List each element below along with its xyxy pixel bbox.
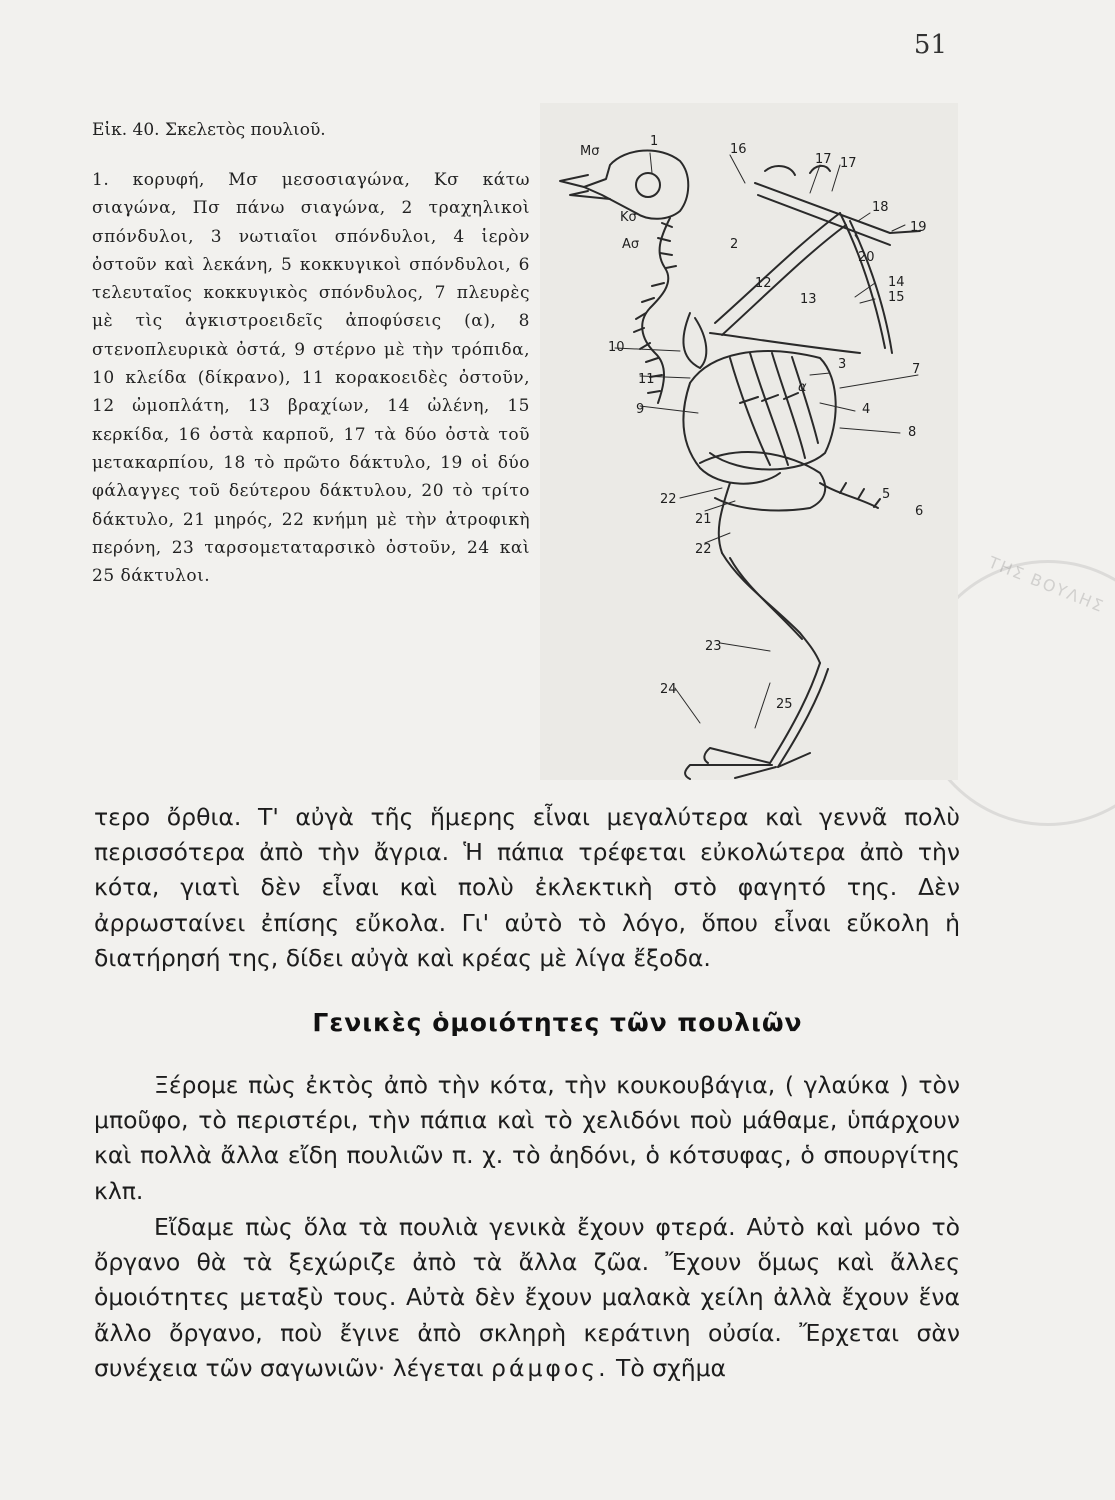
label-3: 3 [838, 357, 847, 372]
paragraph-bird-species: Ξέρομε πὼς ἐκτὸς ἀπὸ τὴν κότα, τὴν κουκουβάγια, ( γλαύκα ) τὸν μποῦφο, τὸ περιστέρι, τὴν πάπια καὶ τὸ χελιδόνι ποὺ μάθαμε, ὑπάρχουν καὶ πολλὰ ἄλλα εἴδη πουλιῶν π. χ. τὸ ἀηδόνι, ὁ κότσυφας, ὁ σπουργίτης κλπ. [94, 1071, 960, 1205]
label-Ms: Μσ [580, 144, 600, 159]
label-alpha: α [798, 380, 807, 395]
paragraph-common-traits [94, 1210, 960, 1386]
femur [719, 483, 730, 553]
section-heading: Γενικὲς ὁμοιότητες τῶν πουλιῶν [312, 1008, 803, 1037]
term-beak: ράμφος. [491, 1353, 609, 1382]
eye-orbit [636, 173, 660, 197]
library-stamp-text: ΤΗΣ ΒΟΥΛΗΣ [985, 552, 1108, 617]
label-5: 5 [882, 487, 891, 502]
label-Ks: Κσ [620, 210, 637, 225]
page-number: 51 [913, 30, 947, 60]
label-7: 7 [912, 362, 921, 377]
label-17a: 17 [815, 152, 832, 167]
feet [685, 748, 810, 779]
label-6: 6 [915, 504, 924, 519]
paragraph-common-traits-end: Τὸ σχῆμα [616, 1353, 727, 1382]
bird-skeleton-figure [540, 103, 958, 780]
carpal-metacarpal [755, 166, 920, 245]
label-1: 1 [650, 134, 659, 149]
ribcage [690, 351, 836, 469]
figure-caption-title: Εἰκ. 40. Σκελετὸς πουλιοῦ. [92, 120, 326, 140]
scapula [710, 333, 860, 353]
tail-vertebrae [820, 483, 880, 508]
label-23: 23 [705, 639, 722, 654]
humerus [715, 213, 840, 323]
label-19: 19 [910, 220, 927, 235]
label-22b: 22 [695, 542, 712, 557]
label-22a: 22 [660, 492, 677, 507]
label-20: 20 [858, 250, 875, 265]
label-2: 2 [730, 237, 739, 252]
label-21: 21 [695, 512, 712, 527]
label-10: 10 [608, 340, 625, 355]
tarsometatarsus [770, 663, 828, 767]
label-As: Ασ [622, 237, 640, 252]
label-15: 15 [888, 290, 905, 305]
label-24: 24 [660, 682, 677, 697]
label-16: 16 [730, 142, 747, 157]
label-17b: 17 [840, 156, 857, 171]
furcula [683, 313, 706, 368]
label-4: 4 [862, 402, 871, 417]
label-14: 14 [888, 275, 905, 290]
label-25: 25 [776, 697, 793, 712]
label-12: 12 [755, 276, 772, 291]
ulna-radius [840, 213, 892, 353]
label-9: 9 [636, 402, 645, 417]
beak [560, 175, 588, 187]
bird-skeleton-drawing [540, 103, 958, 780]
label-8: 8 [908, 425, 917, 440]
paragraph-continuation: τερο ὄρθια. Τ' αὐγὰ τῆς ἥμερης εἶναι μεγαλύτερα καὶ γεννᾶ πολὺ περισσότερα ἀπὸ τὴν ἄγρια. Ἡ πάπια τρέφεται εὐκολώτερα ἀπὸ τὴν κότα, γιατὶ δὲν εἶναι καὶ πολὺ ἐκλεκτικὴ στὸ φαγητό της. Δὲν ἀρρωσταίνει ἐπίσης εὔκολα. Γι' αὐτὸ τὸ λόγο, ὅπου εἶναι εὔκολη ἡ διατήρησή της, δίδει αὐγὰ καὶ κρέας μὲ λίγα ἔξοδα. [94, 803, 960, 972]
paragraph-common-traits-start: Εἴδαμε πὼς ὅλα τὰ πουλιὰ γενικὰ ἔχουν φτερά. Αὐτὸ καὶ μόνο τὸ ὄργανο θὰ τὰ ξεχώριζε ἀπὸ τὰ ἄλλα ζῶα. Ἔχουν ὅμως καὶ ἄλλες ὁμοιότητες μεταξὺ τους. Αὐτὰ δὲν ἔχουν μαλακὰ χείλη ἀλλὰ ἔχουν ἕνα ἄλλο ὄργανο, ποὺ ἔγινε ἀπὸ σκληρὴ κεράτινη οὐσία. Ἔρχεται σὰν συνέχεια τῶν σαγωνιῶν· λέγεται [94, 1213, 960, 1382]
label-13: 13 [800, 292, 817, 307]
label-11: 11 [638, 372, 655, 387]
figure-caption-legend: 1. κορυφή, Μσ μεσοσιαγώνα, Κσ κάτω σιαγώνα, Πσ πάνω σιαγώνα, 2 τραχηλικοὶ σπόνδυλοι, 3 νωτιαῖοι σπόνδυλοι, 4 ἱερὸν ὀστοῦν καὶ λεκάνη, 5 κοκκυγικοὶ σπόνδυλοι, 6 τελευταῖος κοκκυγικὸς σπόνδυλος, 7 πλευρὲς μὲ τὶς ἀγκιστροειδεῖς ἀποφύσεις (α), 8 στενοπλευρικὰ ὀστά, 9 στέρνο μὲ τὴν τρόπιδα, 10 κλείδα (δίκρανο), 11 κορακοειδὲς ὀστοῦν, 12 ὠμοπλάτη, 13 βραχίων, 14 ὠλένη, 15 κερκίδα, 16 ὀστὰ καρποῦ, 17 τὰ δύο ὀστὰ τοῦ μετακαρπίου, 18 τὸ πρῶτο δάκτυλο, 19 οἱ δύο φάλαγγες τοῦ δεύτερου δάκτυλου, 20 τὸ τρίτο δάκτυλο, 21 μηρός, 22 κνήμη μὲ τὴν ἀτροφικὴ περόνη, 23 ταρσομεταταρσικὸ ὀστοῦν, 24 καὶ 25 δάκτυλοι. [92, 170, 530, 587]
label-18: 18 [872, 200, 889, 215]
